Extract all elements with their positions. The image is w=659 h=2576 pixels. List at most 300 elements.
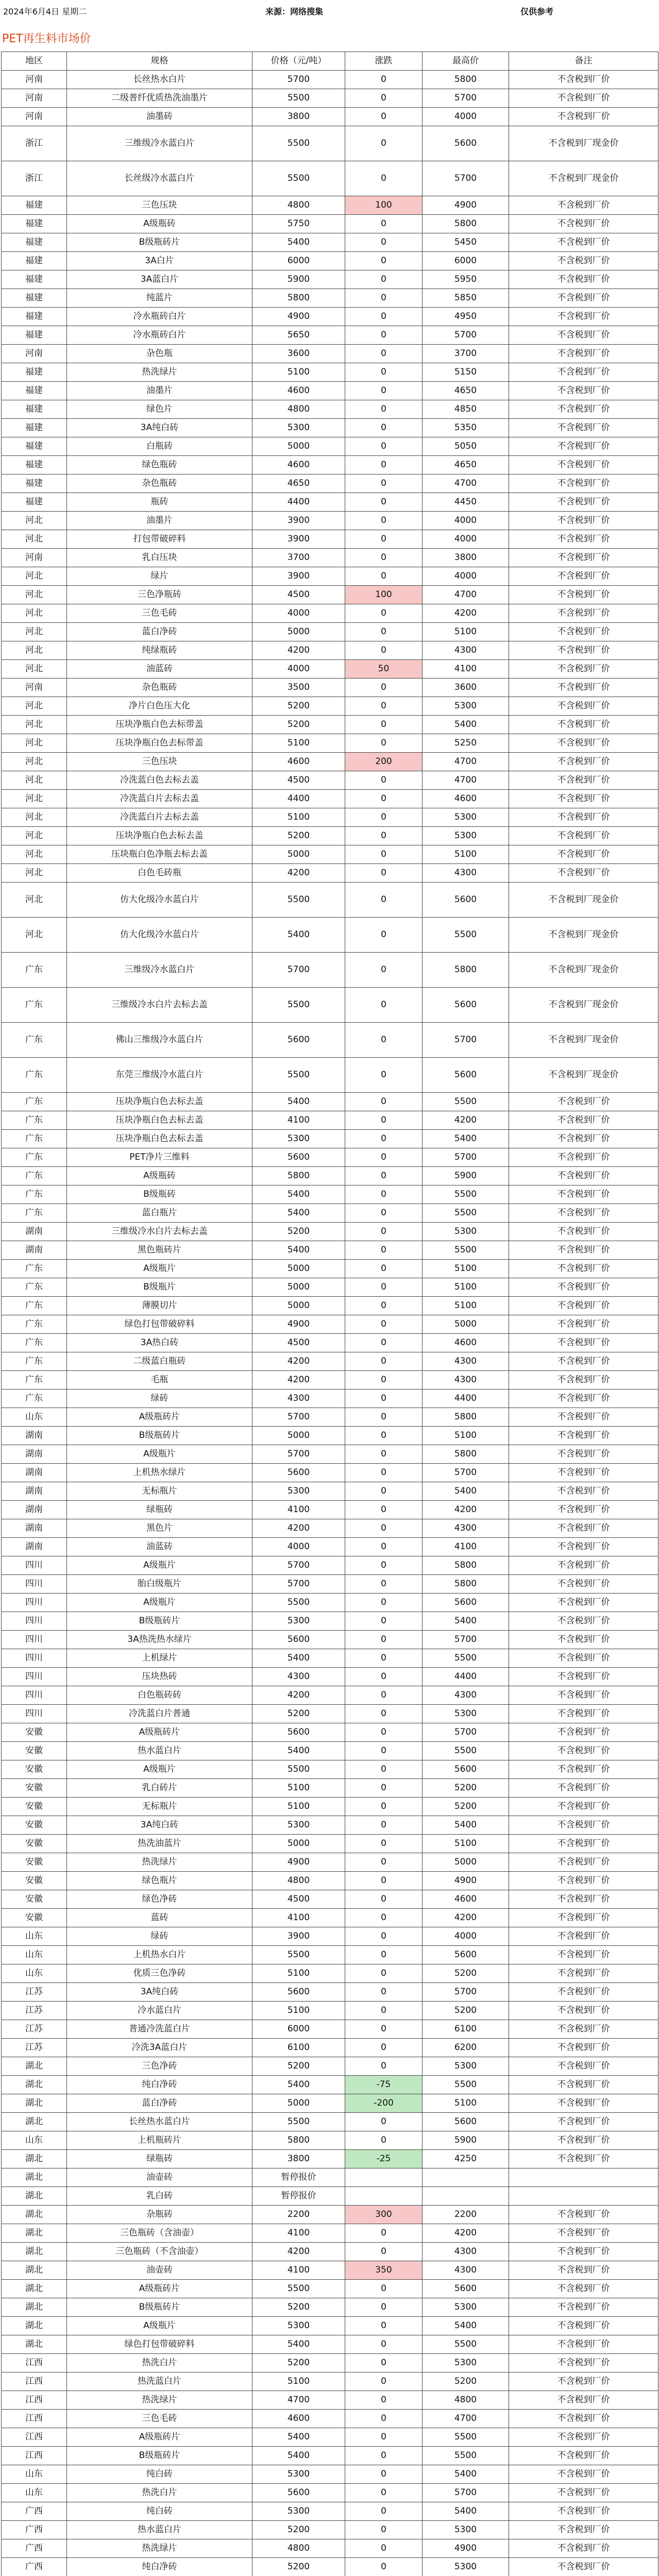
spec-cell: 冷水蓝白片 bbox=[67, 2002, 252, 2020]
price-cell: 5200 bbox=[252, 2354, 345, 2372]
change-cell: 0 bbox=[345, 289, 423, 308]
table-row bbox=[2, 641, 658, 660]
table-row bbox=[2, 1130, 658, 1148]
region-cell: 河北 bbox=[2, 790, 67, 808]
remark-cell: 不含税到厂价 bbox=[509, 1872, 658, 1890]
price-cell: 4800 bbox=[252, 196, 345, 215]
table-row bbox=[2, 1148, 658, 1167]
table-row bbox=[2, 161, 658, 196]
table-row bbox=[2, 2113, 658, 2131]
table-row bbox=[2, 2447, 658, 2465]
max-price-cell: 4300 bbox=[423, 2261, 509, 2280]
max-price-cell: 5400 bbox=[423, 1612, 509, 1631]
spec-cell: 绿瓶砖 bbox=[67, 2150, 252, 2168]
remark-cell: 不含税到厂价 bbox=[509, 2484, 658, 2502]
table-row bbox=[2, 289, 658, 308]
change-cell: 0 bbox=[345, 1241, 423, 1260]
region-cell: 江西 bbox=[2, 2354, 67, 2372]
price-cell: 5200 bbox=[252, 2521, 345, 2539]
table-row bbox=[2, 549, 658, 567]
price-cell: 3900 bbox=[252, 512, 345, 530]
remark-cell: 不含税到厂价 bbox=[509, 716, 658, 734]
table-row bbox=[2, 326, 658, 345]
table-row bbox=[2, 771, 658, 790]
max-price-cell: 4950 bbox=[423, 308, 509, 326]
region-cell: 湖南 bbox=[2, 1241, 67, 1260]
max-price-cell: 4700 bbox=[423, 753, 509, 771]
change-cell: 0 bbox=[345, 2113, 423, 2131]
region-cell: 河南 bbox=[2, 549, 67, 567]
spec-cell: 净片白色压大化 bbox=[67, 697, 252, 716]
col-header-price: 价格（元/吨） bbox=[252, 52, 345, 71]
price-cell: 4600 bbox=[252, 382, 345, 400]
page-title: PET再生料市场价 bbox=[2, 32, 91, 45]
remark-cell: 不含税到厂价 bbox=[509, 1148, 658, 1167]
remark-cell: 不含税到厂价 bbox=[509, 326, 658, 345]
change-cell: 0 bbox=[345, 1260, 423, 1278]
max-price-cell: 3600 bbox=[423, 679, 509, 697]
table-row bbox=[2, 1668, 658, 1686]
region-cell: 浙江 bbox=[2, 161, 67, 196]
max-price-cell: 4000 bbox=[423, 512, 509, 530]
spec-cell: 黑色瓶砖片 bbox=[67, 1241, 252, 1260]
spec-cell: 三色毛砖 bbox=[67, 604, 252, 623]
change-cell: 0 bbox=[345, 456, 423, 474]
change-cell: -25 bbox=[345, 2150, 423, 2168]
remark-cell: 不含税到厂价 bbox=[509, 1501, 658, 1519]
region-cell: 广西 bbox=[2, 2502, 67, 2521]
region-cell: 河北 bbox=[2, 512, 67, 530]
price-cell: 4200 bbox=[252, 2243, 345, 2261]
table-row bbox=[2, 1890, 658, 1909]
change-cell: 0 bbox=[345, 1408, 423, 1427]
spec-cell: 热水蓝白片 bbox=[67, 1742, 252, 1760]
max-price-cell: 5200 bbox=[423, 2372, 509, 2391]
change-cell: 0 bbox=[345, 1835, 423, 1853]
table-row bbox=[2, 1927, 658, 1946]
remark-cell: 不含税到厂价 bbox=[509, 1260, 658, 1278]
region-cell: 四川 bbox=[2, 1612, 67, 1631]
max-price-cell: 5100 bbox=[423, 1835, 509, 1853]
max-price-cell: 5300 bbox=[423, 827, 509, 845]
max-price-cell: 5900 bbox=[423, 2131, 509, 2150]
change-cell: 0 bbox=[345, 1853, 423, 1872]
region-cell: 湖北 bbox=[2, 2280, 67, 2298]
spec-cell: 纯绿瓶砖 bbox=[67, 641, 252, 660]
price-cell: 5750 bbox=[252, 215, 345, 233]
max-price-cell: 5400 bbox=[423, 1130, 509, 1148]
region-cell: 河南 bbox=[2, 89, 67, 108]
table-row bbox=[2, 308, 658, 326]
change-cell: 0 bbox=[345, 2224, 423, 2243]
change-cell: 0 bbox=[345, 641, 423, 660]
table-row bbox=[2, 1649, 658, 1668]
price-cell: 3700 bbox=[252, 549, 345, 567]
table-row bbox=[2, 493, 658, 512]
spec-cell: 油壶砖 bbox=[67, 2168, 252, 2187]
remark-cell: 不含税到厂价 bbox=[509, 2372, 658, 2391]
max-price-cell: 5500 bbox=[423, 1093, 509, 1111]
spec-cell: 乳白压块 bbox=[67, 549, 252, 567]
max-price-cell: 4200 bbox=[423, 1501, 509, 1519]
remark-cell: 不含税到厂价 bbox=[509, 864, 658, 883]
spec-cell: B级瓶砖片 bbox=[67, 1612, 252, 1631]
change-cell: 0 bbox=[345, 530, 423, 549]
table-row bbox=[2, 1798, 658, 1816]
price-cell: 5300 bbox=[252, 419, 345, 437]
spec-cell: B级瓶砖片 bbox=[67, 233, 252, 252]
region-cell: 四川 bbox=[2, 1594, 67, 1612]
max-price-cell: 5000 bbox=[423, 1315, 509, 1334]
max-price-cell: 5300 bbox=[423, 2354, 509, 2372]
max-price-cell: 4700 bbox=[423, 586, 509, 604]
price-cell: 5650 bbox=[252, 326, 345, 345]
change-cell: 0 bbox=[345, 1111, 423, 1130]
price-cell: 3900 bbox=[252, 1927, 345, 1946]
max-price-cell: 5400 bbox=[423, 716, 509, 734]
price-cell: 5600 bbox=[252, 1631, 345, 1649]
remark-cell: 不含税到厂现金价 bbox=[509, 953, 658, 988]
change-cell: 0 bbox=[345, 363, 423, 382]
remark-cell: 不含税到厂价 bbox=[509, 1686, 658, 1705]
max-price-cell: 4100 bbox=[423, 660, 509, 679]
spec-cell: 压块热砖 bbox=[67, 1668, 252, 1686]
change-cell: -200 bbox=[345, 2094, 423, 2113]
table-row bbox=[2, 2039, 658, 2057]
remark-cell: 不含税到厂价 bbox=[509, 2298, 658, 2317]
spec-cell: 绿色净砖 bbox=[67, 1890, 252, 1909]
table-row bbox=[2, 1575, 658, 1594]
remark-cell: 不含税到厂现金价 bbox=[509, 988, 658, 1023]
remark-cell: 不含税到厂价 bbox=[509, 1519, 658, 1538]
region-cell: 福建 bbox=[2, 493, 67, 512]
max-price-cell: 5300 bbox=[423, 2521, 509, 2539]
spec-cell: B级瓶片 bbox=[67, 1278, 252, 1297]
max-price-cell: 5800 bbox=[423, 1575, 509, 1594]
remark-cell: 不含税到厂价 bbox=[509, 1835, 658, 1853]
spec-cell: 打包带破碎料 bbox=[67, 530, 252, 549]
max-price-cell: 4300 bbox=[423, 1371, 509, 1389]
remark-cell: 不含税到厂价 bbox=[509, 2558, 658, 2576]
remark-cell: 不含税到厂价 bbox=[509, 1983, 658, 2002]
remark-cell: 不含税到厂价 bbox=[509, 1352, 658, 1371]
max-price-cell: 5000 bbox=[423, 1853, 509, 1872]
change-cell: 0 bbox=[345, 1631, 423, 1649]
max-price-cell: 5800 bbox=[423, 215, 509, 233]
price-cell: 4200 bbox=[252, 864, 345, 883]
table-row bbox=[2, 1631, 658, 1649]
change-cell: 0 bbox=[345, 771, 423, 790]
remark-cell: 不含税到厂价 bbox=[509, 196, 658, 215]
region-cell: 广东 bbox=[2, 1260, 67, 1278]
price-cell: 5000 bbox=[252, 1835, 345, 1853]
price-cell: 5800 bbox=[252, 2131, 345, 2150]
table-row bbox=[2, 1686, 658, 1705]
remark-cell: 不含税到厂价 bbox=[509, 586, 658, 604]
price-cell: 5400 bbox=[252, 918, 345, 953]
max-price-cell: 4200 bbox=[423, 604, 509, 623]
region-cell: 河北 bbox=[2, 716, 67, 734]
remark-cell: 不含税到厂现金价 bbox=[509, 883, 658, 918]
region-cell: 江苏 bbox=[2, 1983, 67, 2002]
remark-cell: 不含税到厂价 bbox=[509, 400, 658, 419]
spec-cell: B级瓶砖片 bbox=[67, 1427, 252, 1445]
remark-cell: 不含税到厂价 bbox=[509, 2261, 658, 2280]
table-row bbox=[2, 604, 658, 623]
region-cell: 浙江 bbox=[2, 126, 67, 161]
max-price-cell: 4700 bbox=[423, 771, 509, 790]
spec-cell: 长丝热水白片 bbox=[67, 71, 252, 89]
price-cell: 5300 bbox=[252, 1130, 345, 1148]
max-price-cell: 5500 bbox=[423, 1241, 509, 1260]
remark-cell: 不含税到厂价 bbox=[509, 2317, 658, 2335]
change-cell: 0 bbox=[345, 493, 423, 512]
change-cell: 0 bbox=[345, 2410, 423, 2428]
remark-cell: 不含税到厂价 bbox=[509, 623, 658, 641]
change-cell: 0 bbox=[345, 604, 423, 623]
region-cell: 广东 bbox=[2, 1278, 67, 1297]
max-price-cell: 5150 bbox=[423, 363, 509, 382]
region-cell: 河北 bbox=[2, 845, 67, 864]
price-cell: 4600 bbox=[252, 753, 345, 771]
max-price-cell: 5600 bbox=[423, 1760, 509, 1779]
remark-cell: 不含税到厂价 bbox=[509, 2020, 658, 2039]
region-cell: 河北 bbox=[2, 827, 67, 845]
max-price-cell: 5300 bbox=[423, 2558, 509, 2576]
change-cell: 0 bbox=[345, 1946, 423, 1964]
region-cell: 广东 bbox=[2, 1058, 67, 1093]
remark-cell: 不含税到厂价 bbox=[509, 1167, 658, 1185]
change-cell: 0 bbox=[345, 2447, 423, 2465]
table-row bbox=[2, 2206, 658, 2224]
change-cell: 0 bbox=[345, 734, 423, 753]
region-cell: 河南 bbox=[2, 108, 67, 126]
table-row bbox=[2, 1204, 658, 1223]
remark-cell: 不含税到厂价 bbox=[509, 437, 658, 456]
remark-cell: 不含税到厂价 bbox=[509, 549, 658, 567]
price-cell: 4100 bbox=[252, 1909, 345, 1927]
max-price-cell: 5100 bbox=[423, 623, 509, 641]
region-cell: 湖北 bbox=[2, 2168, 67, 2187]
spec-cell: 油壶砖 bbox=[67, 2261, 252, 2280]
remark-cell: 不含税到厂价 bbox=[509, 1927, 658, 1946]
change-cell: 0 bbox=[345, 1023, 423, 1058]
spec-cell: 压块净瓶白色去标带盖 bbox=[67, 716, 252, 734]
spec-cell: 仿大化级冷水蓝白片 bbox=[67, 918, 252, 953]
remark-cell: 不含税到厂价 bbox=[509, 771, 658, 790]
remark-cell: 不含税到厂价 bbox=[509, 1853, 658, 1872]
spec-cell: 热洗白片 bbox=[67, 2354, 252, 2372]
change-cell: 0 bbox=[345, 1668, 423, 1686]
change-cell: 0 bbox=[345, 2057, 423, 2076]
spec-cell: 三维级冷水蓝白片 bbox=[67, 953, 252, 988]
table-row bbox=[2, 1983, 658, 2002]
max-price-cell: 5500 bbox=[423, 2428, 509, 2447]
table-row bbox=[2, 2317, 658, 2335]
region-cell: 河北 bbox=[2, 734, 67, 753]
change-cell: 0 bbox=[345, 161, 423, 196]
table-row bbox=[2, 1371, 658, 1389]
table-row bbox=[2, 1482, 658, 1501]
remark-cell: 不含税到厂价 bbox=[509, 641, 658, 660]
max-price-cell: 5100 bbox=[423, 2094, 509, 2113]
change-cell: 0 bbox=[345, 1779, 423, 1798]
price-cell: 4900 bbox=[252, 1315, 345, 1334]
table-row bbox=[2, 1501, 658, 1519]
table-row bbox=[2, 2335, 658, 2354]
table-row bbox=[2, 2076, 658, 2094]
price-cell: 5600 bbox=[252, 1464, 345, 1482]
max-price-cell: 5700 bbox=[423, 1723, 509, 1742]
remark-cell: 不含税到厂价 bbox=[509, 2002, 658, 2020]
max-price-cell: 5200 bbox=[423, 1798, 509, 1816]
remark-cell: 不含税到厂价 bbox=[509, 790, 658, 808]
change-cell: 0 bbox=[345, 1389, 423, 1408]
region-cell: 广东 bbox=[2, 1352, 67, 1371]
remark-cell: 不含税到厂价 bbox=[509, 2410, 658, 2428]
region-cell: 湖北 bbox=[2, 2335, 67, 2354]
region-cell: 广东 bbox=[2, 1130, 67, 1148]
region-cell: 河北 bbox=[2, 883, 67, 918]
remark-cell: 不含税到厂价 bbox=[509, 1798, 658, 1816]
table-row bbox=[2, 567, 658, 586]
change-cell: 0 bbox=[345, 2020, 423, 2039]
price-cell: 5300 bbox=[252, 2465, 345, 2484]
table-row bbox=[2, 400, 658, 419]
spec-cell: 杂色瓶 bbox=[67, 345, 252, 363]
remark-cell: 不含税到厂价 bbox=[509, 1334, 658, 1352]
region-cell: 广东 bbox=[2, 1185, 67, 1204]
spec-cell: 三色毛砖 bbox=[67, 2410, 252, 2428]
region-cell: 山东 bbox=[2, 1408, 67, 1427]
change-cell: 0 bbox=[345, 1148, 423, 1167]
price-cell: 4400 bbox=[252, 790, 345, 808]
region-cell: 广东 bbox=[2, 1167, 67, 1185]
max-price-cell: 5200 bbox=[423, 1779, 509, 1798]
region-cell: 河北 bbox=[2, 586, 67, 604]
remark-cell: 不含税到厂价 bbox=[509, 845, 658, 864]
max-price-cell: 4650 bbox=[423, 382, 509, 400]
remark-cell: 不含税到厂价 bbox=[509, 2391, 658, 2410]
spec-cell: 三色瓶砖（含油壶） bbox=[67, 2224, 252, 2243]
remark-cell: 不含税到厂现金价 bbox=[509, 1058, 658, 1093]
table-row bbox=[2, 196, 658, 215]
spec-cell: 三色净瓶砖 bbox=[67, 586, 252, 604]
region-cell: 湖北 bbox=[2, 2076, 67, 2094]
spec-cell: 三色净砖 bbox=[67, 2057, 252, 2076]
region-cell: 山东 bbox=[2, 1964, 67, 1983]
spec-cell: 热洗绿片 bbox=[67, 2391, 252, 2410]
region-cell: 广西 bbox=[2, 2521, 67, 2539]
price-cell: 5200 bbox=[252, 2057, 345, 2076]
price-cell: 5300 bbox=[252, 1612, 345, 1631]
region-cell: 福建 bbox=[2, 196, 67, 215]
max-price-cell: 4700 bbox=[423, 474, 509, 493]
table-row bbox=[2, 215, 658, 233]
max-price-cell: 5300 bbox=[423, 2057, 509, 2076]
change-cell: 0 bbox=[345, 549, 423, 567]
max-price-cell: 4450 bbox=[423, 493, 509, 512]
max-price-cell: 4200 bbox=[423, 2224, 509, 2243]
price-cell: 4600 bbox=[252, 2410, 345, 2428]
region-cell: 山东 bbox=[2, 1927, 67, 1946]
max-price-cell: 5100 bbox=[423, 845, 509, 864]
price-cell: 4000 bbox=[252, 604, 345, 623]
remark-cell: 不含税到厂价 bbox=[509, 660, 658, 679]
remark-cell: 不含税到厂价 bbox=[509, 493, 658, 512]
region-cell: 广西 bbox=[2, 2539, 67, 2558]
table-row bbox=[2, 530, 658, 549]
price-cell: 4200 bbox=[252, 1686, 345, 1705]
max-price-cell: 5700 bbox=[423, 1464, 509, 1482]
remark-cell bbox=[509, 2187, 658, 2206]
spec-cell: 冷洗蓝白片去标去盖 bbox=[67, 808, 252, 827]
region-cell: 湖北 bbox=[2, 2094, 67, 2113]
region-cell: 河北 bbox=[2, 604, 67, 623]
table-header-row bbox=[2, 52, 658, 71]
region-cell: 湖北 bbox=[2, 2057, 67, 2076]
table-row bbox=[2, 1093, 658, 1111]
remark-cell: 不含税到厂价 bbox=[509, 1185, 658, 1204]
spec-cell: 佛山三维级冷水蓝白片 bbox=[67, 1023, 252, 1058]
change-cell: 0 bbox=[345, 1742, 423, 1760]
price-cell: 5400 bbox=[252, 2076, 345, 2094]
max-price-cell: 5700 bbox=[423, 1148, 509, 1167]
spec-cell: 三维级冷水白片去标去盖 bbox=[67, 988, 252, 1023]
max-price-cell: 4600 bbox=[423, 790, 509, 808]
spec-cell: 压块净瓶白色去标去盖 bbox=[67, 1130, 252, 1148]
remark-cell: 不含税到厂价 bbox=[509, 1223, 658, 1241]
change-cell: 0 bbox=[345, 1556, 423, 1575]
remark-cell: 不含税到厂价 bbox=[509, 1705, 658, 1723]
spec-cell: 压块瓶白色净瓶去标去盖 bbox=[67, 845, 252, 864]
max-price-cell: 4400 bbox=[423, 1668, 509, 1686]
region-cell: 安徽 bbox=[2, 1798, 67, 1816]
change-cell: 0 bbox=[345, 400, 423, 419]
price-cell: 5200 bbox=[252, 1223, 345, 1241]
price-cell: 3800 bbox=[252, 2150, 345, 2168]
spec-cell: 3A纯白砖 bbox=[67, 1983, 252, 2002]
region-cell: 湖北 bbox=[2, 2113, 67, 2131]
spec-cell: 上机热水绿片 bbox=[67, 1464, 252, 1482]
change-cell: 0 bbox=[345, 474, 423, 493]
table-row bbox=[2, 1464, 658, 1482]
spec-cell: 3A热洗热水绿片 bbox=[67, 1631, 252, 1649]
max-price-cell: 5600 bbox=[423, 883, 509, 918]
remark-cell: 不含税到厂价 bbox=[509, 89, 658, 108]
source-note: 来源：网络搜集 bbox=[265, 7, 324, 16]
remark-cell: 不含税到厂价 bbox=[509, 308, 658, 326]
spec-cell: 蓝砖 bbox=[67, 1909, 252, 1927]
price-cell: 4800 bbox=[252, 1872, 345, 1890]
change-cell: 0 bbox=[345, 1058, 423, 1093]
change-cell: 0 bbox=[345, 2354, 423, 2372]
remark-cell: 不含税到厂价 bbox=[509, 1389, 658, 1408]
change-cell: 0 bbox=[345, 382, 423, 400]
change-cell: 0 bbox=[345, 252, 423, 270]
remark-cell: 不含税到厂价 bbox=[509, 734, 658, 753]
table-row bbox=[2, 512, 658, 530]
spec-cell: A级瓶砖片 bbox=[67, 2280, 252, 2298]
spec-cell: 长丝热水蓝白片 bbox=[67, 2113, 252, 2131]
price-cell: 5400 bbox=[252, 1204, 345, 1223]
region-cell: 湖北 bbox=[2, 2298, 67, 2317]
max-price-cell: 5100 bbox=[423, 1297, 509, 1315]
max-price-cell: 5850 bbox=[423, 289, 509, 308]
change-cell: 0 bbox=[345, 1798, 423, 1816]
change-cell: 0 bbox=[345, 2317, 423, 2335]
table-row bbox=[2, 2131, 658, 2150]
